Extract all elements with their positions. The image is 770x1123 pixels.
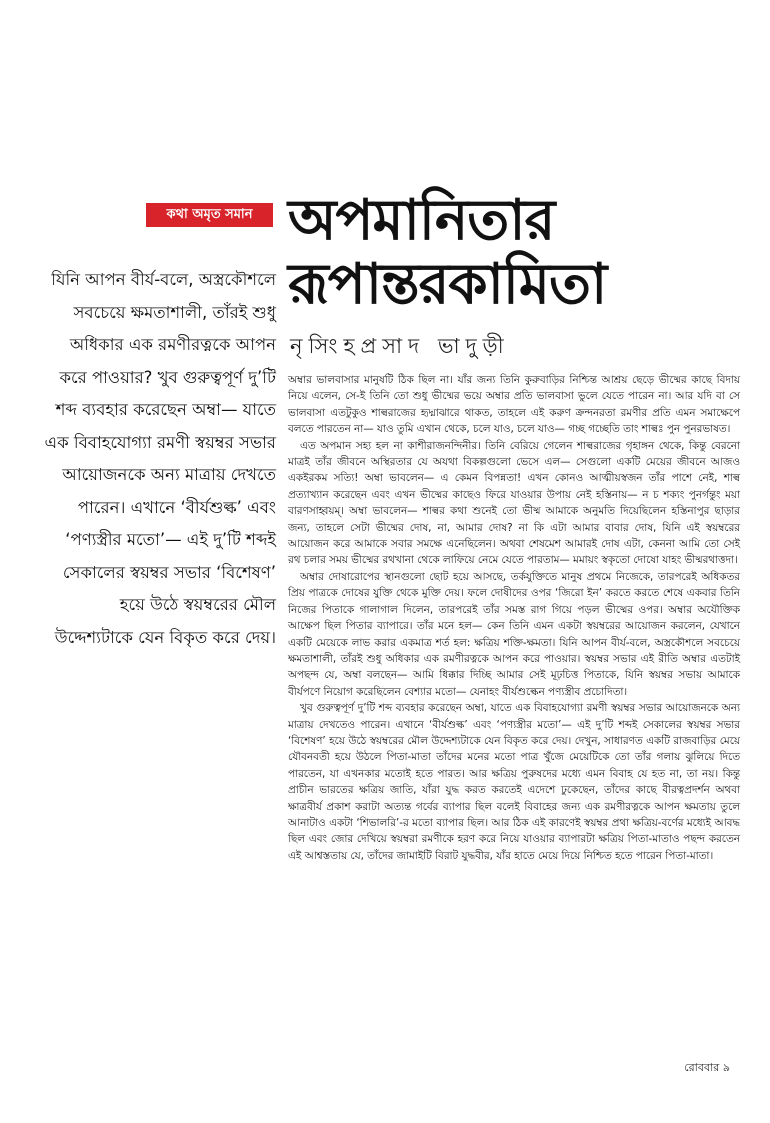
section-tag: কথা অমৃত সমান [146, 203, 273, 227]
body-paragraph: অম্বার ভালবাসার মানুষটি ঠিক ছিল না। যাঁর জন্য তিনি কুরুবাড়ির নিশ্চিন্ত আশ্রয় ছেড়ে ভীষ্মের কাছে বিদায় নিয়ে এলেন, সে-ই তিনি তো শুধু ভীষ্মের ভয়ে অম্বার প্রতি ভালবাসা ভুলে যেতে পারেন না। আর যদি বা সে ভালবাসা এতটুকুও শাল্বরাজের হৃদ্মাঝারে থাকত, তাহলে এই করুণ ক্রন্দনরতা রমণীর প্রতি এমন সমাক্ষেপে বলতে পারতেন না— যাও তুমি এখান থেকে, চলে যাও, চলে যাও— গচ্ছ গচ্ছেতি তাং শাল্বঃ পুন পুনরভাষত। [288, 374, 740, 436]
pull-quote-text: যিনি আপন বীর্য-বলে, অস্ত্রকৌশলে সবচেয়ে ক্ষমতাশালী, তাঁরই শুধু অধিকার এক রমণীরত্নকে আপন করে পাওয়ার? খুব গুরুত্বপূর্ণ দু’টি শব্দ ব্যবহার করেছেন অম্বা— যাতে এক বিবাহযোগ্যা রমণী স্বয়ম্বর সভার আয়োজনকে অন্য মাত্রায় দেখতে পারেন। এখানে ‘বীর্যশুল্ক’ এবং ‘পণ্যস্ত্রীর মতো’— এই দু’টি শব্দই সেকালের স্বয়ম্বর সভার ‘বিশেষণ’ হয়ে উঠে স্বয়ম্বরের মৌল উদ্দেশ্যটাকে যেন বিকৃত করে দেয়। [44, 270, 276, 647]
author-name: নৃসিংহপ্রসাদ ভাদুড়ী [290, 334, 510, 358]
title-line-2: রূপান্তরকামিতা [288, 251, 607, 317]
article-title [288, 188, 728, 316]
body-paragraph: অম্বার দোষারোপের স্থানগুলো ছোট হয়ে আসছে, তর্কযুক্তিতে মানুষ প্রথমে নিজেকে, তারপরেই অধিকতর প্রিয় পাত্রকে দোষের যুক্তি থেকে মুক্তি দেয়। ফলে দোষীদের ওপর ‘জিরো ইন’ করতে করতে শেষে একবার তিনি নিজের পিতাকে গালাগাল দিলেন, তারপরেই তাঁর সমস্ত রাগ গিয়ে পড়ল ভীষ্মের ওপর। অম্বার অযৌক্তিক আক্ষেপ ছিল পিতার ব্যাপারে। তাঁর মনে হল— কেন তিনি এমন একটা স্বয়ম্বরের আয়োজন করলেন, যেখানে একটি মেয়েকে লাভ করার একমাত্র শর্ত হল: ক্ষত্রিয় শক্তি-ক্ষমতা। যিনি আপন বীর্য-বলে, অস্ত্রকৌশলে সবচেয়ে ক্ষমতাশালী, তাঁরই শুধু অধিকার এক রমণীরত্নকে আপন করে পাওয়ার। স্বয়ম্বর সভার এই রীতি অম্বার এতটাই অপছন্দ যে, অম্বা বলছেন— আমি ধিক্কার দিচ্ছি আমার সেই মূঢ়চিত্ত পিতাকে, যিনি স্বয়ম্বর সভায় আমাকে বীর্যপণে নিয়োগ করেছিলেন বেশ্যার মতো— যেনাহং বীর্যশুল্কেন পণ্যস্ত্রীব প্রচোদিতা। [288, 570, 740, 698]
body-paragraph: খুব গুরুত্বপূর্ণ দু’টি শব্দ ব্যবহার করেছেন অম্বা, যাতে এক বিবাহযোগ্যা রমণী স্বয়ম্বর সভার আয়োজনকে অন্য মাত্রায় দেখতেও পারেন। এখানে ‘বীর্যশুল্ক’ এবং ‘পণ্যস্ত্রীর মতো’— এই দু’টি শব্দই সেকালের স্বয়ম্বর সভার ‘বিশেষণ’ হয়ে উঠে স্বয়ম্বরের মৌল উদ্দেশ্যটাকে যেন বিকৃত করে দেয়। দেখুন, সাধারণত একটি রাজবাড়ির মেয়ে যৌবনবতী হয়ে উঠলে পিতা-মাতা তাঁদের মনের মতো পাত্র খুঁজে মেয়েটিকে তো তাঁর গলায় ঝুলিয়ে দিতে পারতেন, যা এখনকার মতোই হতে পারত। আর ক্ষত্রিয় পুরুষদের মধ্যে এমন বিবাহ যে হত না, তা নয়। কিন্তু প্রাচীন ভারতের ক্ষত্রিয় জাতি, যাঁরা যুদ্ধ করত করতেই এদেশে ঢুকেছেন, তাঁদের কাছে বীরত্বপ্রদর্শন অথবা ক্ষাত্রবীর্য প্রকাশ করাটা অত্যন্ত গর্বের ব্যাপার ছিল বলেই বিবাহের জন্য এক রমণীরত্নকে আপন ক্ষমতায় তুলে আনাটাও একটা ‘শিভালরি’-র মতো ব্যাপার ছিল। আর ঠিক এই কারণেই স্বয়ম্বর প্রথা ক্ষত্রিয়-বর্ণের মধ্যেই আবদ্ধ ছিল এবং জোর দেখিয়ে স্বয়ম্বরা রমণীকে হরণ করে নিয়ে যাওয়ার ব্যাপারটা ক্ষত্রিয় পিতা-মাতাও পছন্দ করতেন এই আশ্বস্ততায় যে, তাঁদের জামাইটি বিরাট যুদ্ধবীর, যাঁর হাতে মেয়ে দিয়ে নিশ্চিত হতে পারেন পিতা-মাতা। [288, 702, 740, 862]
pull-quote [40, 264, 276, 654]
body-paragraph: এত অপমান সহ্য হল না কাশীরাজনন্দিনীর। তিনি বেরিয়ে গেলেন শাল্বরাজের গৃহাঙ্গন থেকে, কিন্তু বেরনো মাত্রই তাঁর জীবনে অস্থিরতার যে অযথা বিকল্পগুলো ভেসে এল— সেগুলো একটি মেয়ের জীবনে আজও একইরকম সত্যি! অম্বা ভাবলেন— এ কেমন বিপন্নতা! এখন কোনও আত্মীয়স্বজন তাঁর পাশে নেই, শাল্ব প্রত্যাখ্যান করেছেন এবং এখন ভীষ্মের কাছেও ফিরে যাওয়ার উপায় নেই হস্তিনায়— ন চ শক্যং পুনর্গন্তুং ময়া বারণসাহ্বয়ম্‌। অম্বা ভাবলেন— শাল্বর কথা শুনেই তো ভীষ্ম আমাকে অনুমতি দিয়েছিলেন হস্তিনাপুর ছাড়ার জন্য, তাহলে সেটা ভীষ্মের দোষ, না, আমার দোষ? না কি এটা আমার বাবার দোষ, যিনি এই স্বয়ম্বরের আয়োজন করে আমাকে সবার সমক্ষে এনেছিলেন। অথবা শেষমেশ আমারই দোষ এটা, কেননা আমি তো সেই রথ চলার সময় ভীষ্মের রথখানা থেকে লাফিয়ে নেমে যেতে পারতাম— মমায়ং স্বকৃতো দোষো যাহং ভীষ্মরথাত্তদা। [288, 439, 740, 567]
article-body [288, 372, 740, 864]
title-line-1: অপমানিতার [288, 187, 555, 253]
page-folio: রোববার ৯ [684, 1061, 730, 1074]
